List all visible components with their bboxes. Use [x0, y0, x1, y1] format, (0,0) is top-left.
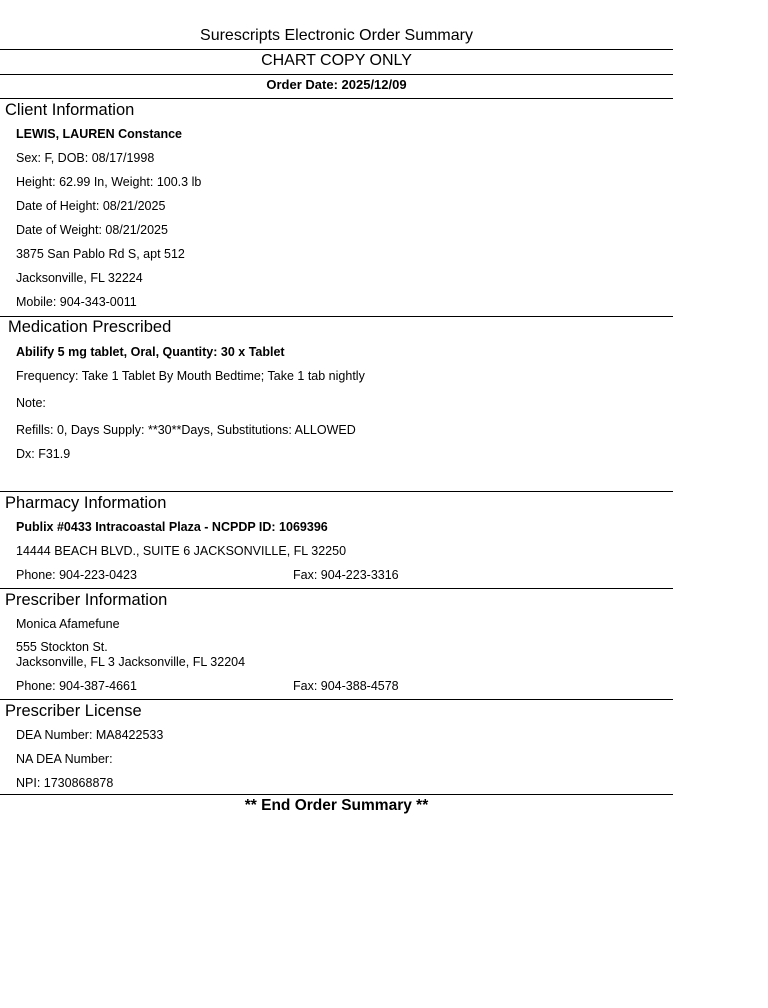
client-name: LEWIS, LAUREN Constance	[16, 127, 182, 141]
client-sex-dob: Sex: F, DOB: 08/17/1998	[16, 151, 155, 165]
prescriber-address-line2: Jacksonville, FL 3 Jacksonville, FL 32204	[16, 655, 246, 669]
chart-copy-label: CHART COPY ONLY	[261, 52, 412, 69]
medication-frequency: Frequency: Take 1 Tablet By Mouth Bedtime; Take 1 tab nightly	[16, 369, 365, 383]
divider	[0, 491, 673, 492]
client-date-of-height: Date of Height: 08/21/2025	[16, 199, 166, 213]
client-address-line1: 3875 San Pablo Rd S, apt 512	[16, 247, 185, 261]
client-mobile: Mobile: 904-343-0011	[16, 295, 137, 309]
prescriber-name: Monica Afamefune	[16, 617, 120, 631]
divider	[0, 98, 673, 99]
end-order-summary: ** End Order Summary **	[244, 797, 429, 814]
license-dea-number: DEA Number: MA8422533	[16, 728, 164, 742]
divider	[0, 316, 673, 317]
client-height-weight: Height: 62.99 In, Weight: 100.3 lb	[16, 175, 202, 189]
order-date: Order Date: 2025/12/09	[266, 77, 407, 92]
license-npi: NPI: 1730868878	[16, 776, 114, 790]
prescriber-phone: Phone: 904-387-4661	[16, 679, 137, 693]
medication-note: Note:	[16, 396, 46, 410]
pharmacy-name: Publix #0433 Intracoastal Plaza - NCPDP ID: 1069396	[16, 520, 328, 534]
document-title: Surescripts Electronic Order Summary	[200, 27, 473, 44]
client-date-of-weight: Date of Weight: 08/21/2025	[16, 223, 168, 237]
medication-refills: Refills: 0, Days Supply: **30**Days, Substitutions: ALLOWED	[16, 423, 356, 437]
pharmacy-phone: Phone: 904-223-0423	[16, 568, 137, 582]
divider	[0, 74, 673, 75]
client-address-line2: Jacksonville, FL 32224	[16, 271, 143, 285]
divider	[0, 588, 673, 589]
divider	[0, 794, 673, 795]
license-heading: Prescriber License	[5, 702, 142, 720]
prescriber-fax: Fax: 904-388-4578	[293, 679, 399, 693]
prescriber-address-line1: 555 Stockton St.	[16, 640, 108, 654]
prescriber-heading: Prescriber Information	[5, 591, 168, 609]
medication-heading: Medication Prescribed	[8, 318, 172, 336]
medication-dx: Dx: F31.9	[16, 447, 71, 461]
license-na-dea-number: NA DEA Number:	[16, 752, 113, 766]
pharmacy-address: 14444 BEACH BLVD., SUITE 6 JACKSONVILLE, FL 32250	[16, 544, 347, 558]
pharmacy-heading: Pharmacy Information	[5, 494, 167, 512]
pharmacy-fax: Fax: 904-223-3316	[293, 568, 399, 582]
divider	[0, 699, 673, 700]
client-info-heading: Client Information	[5, 101, 135, 119]
divider	[0, 49, 673, 50]
medication-drug: Abilify 5 mg tablet, Oral, Quantity: 30 x Tablet	[16, 345, 285, 359]
